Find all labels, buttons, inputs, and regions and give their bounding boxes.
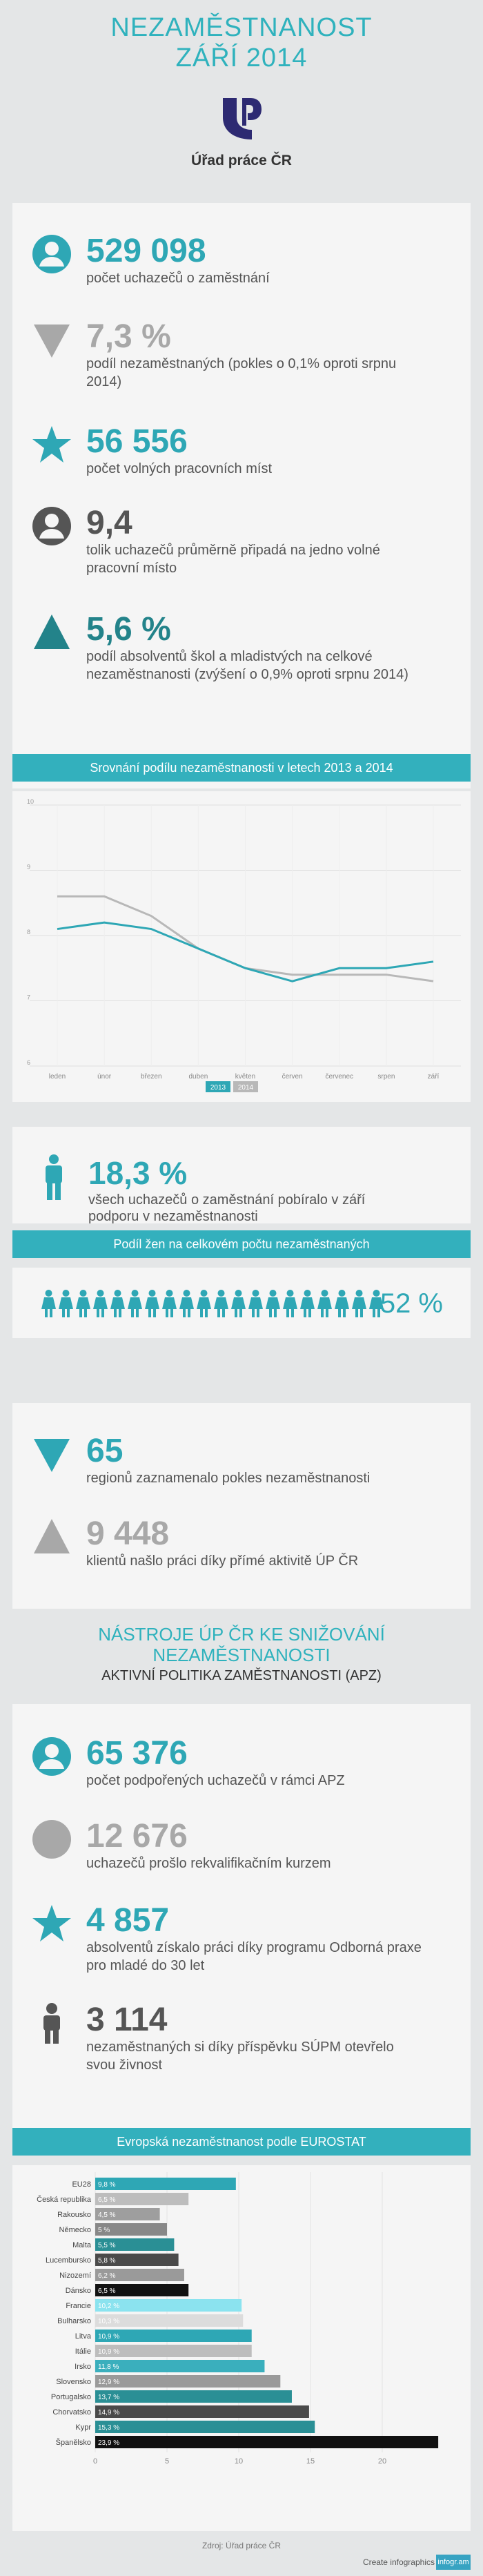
stat-value: 9 448 — [86, 1515, 170, 1552]
category-label: Německo — [59, 2226, 91, 2234]
category-label: Rakousko — [57, 2211, 91, 2219]
stat-text — [86, 505, 424, 577]
category-label: Česká republika — [37, 2196, 91, 2204]
bar-value-label: 5,5 % — [98, 2242, 116, 2249]
category-label: Litva — [75, 2332, 91, 2341]
bar-value-label: 5 % — [98, 2227, 110, 2234]
stat-icon-wrap — [31, 1819, 72, 1860]
category-label: Chorvatsko — [52, 2408, 91, 2417]
woman-figure-icon — [230, 1290, 247, 1317]
stat-value: 7,3 % — [86, 318, 171, 355]
category-label: Malta — [72, 2241, 91, 2249]
bar-value-label: 9,8 % — [98, 2181, 116, 2189]
person-icon — [31, 1736, 72, 1777]
legend-label: 2014 — [237, 1084, 254, 1092]
infogram-brand[interactable]: infogr.am — [436, 2555, 471, 2570]
category-label: Slovensko — [56, 2378, 91, 2386]
bar — [95, 2178, 236, 2190]
apz-title-line1: NÁSTROJE ÚP ČR KE SNIŽOVÁNÍ — [98, 1624, 385, 1645]
bar-value-label: 10,3 % — [98, 2318, 120, 2325]
x-tick-label: srpen — [377, 1073, 395, 1081]
bar-value-label: 4,5 % — [98, 2211, 116, 2219]
category-label: Itálie — [75, 2347, 91, 2356]
category-label: Španělsko — [55, 2439, 91, 2447]
triangle-up-icon — [31, 1516, 72, 1558]
bar — [95, 2405, 309, 2418]
stat-icon-wrap — [31, 319, 72, 360]
page-title-line2: ZÁŘÍ 2014 — [175, 43, 308, 72]
women-card — [12, 1268, 471, 1338]
stat-icon-wrap — [31, 233, 72, 275]
stat-label: počet volných pracovních míst — [86, 461, 273, 476]
x-tick-label: březen — [140, 1073, 162, 1081]
stat-value: 3 114 — [86, 2002, 168, 2038]
category-label: Nizozemí — [59, 2272, 91, 2280]
support-value: 18,3 % — [88, 1155, 188, 1191]
bar-chart-card — [12, 2165, 471, 2531]
triangle-down-icon — [31, 1433, 72, 1475]
stat-icon-wrap — [31, 505, 72, 547]
person-icon — [31, 233, 72, 275]
triangle-down-icon — [31, 319, 72, 360]
person-figure-icon — [40, 1154, 68, 1200]
bar-value-label: 10,9 % — [98, 2348, 120, 2356]
star-icon — [31, 424, 72, 465]
bar — [95, 2375, 280, 2388]
source-note: Zdroj: Úřad práce ČR — [201, 2541, 282, 2550]
category-label: Dánsko — [65, 2287, 91, 2295]
circle-icon — [31, 1819, 72, 1860]
x-tick-label: duben — [188, 1073, 208, 1081]
x-tick-label: květen — [235, 1073, 256, 1081]
stat-item — [31, 1433, 424, 1487]
category-label: Irsko — [75, 2363, 91, 2371]
woman-figure-icon — [126, 1290, 144, 1317]
stat-text — [86, 319, 424, 391]
legend-label: 2013 — [210, 1084, 226, 1092]
woman-figure-icon — [92, 1290, 109, 1317]
bar-value-label: 10,2 % — [98, 2303, 120, 2310]
women-value: 52 % — [379, 1288, 443, 1319]
stat-label: tolik uchazečů průměrně připadá na jedno volné pracovní místo — [86, 543, 380, 576]
x-tick-label: červen — [282, 1073, 303, 1081]
stat-value: 65 — [86, 1433, 124, 1469]
stat-icon-wrap — [31, 424, 72, 465]
x-tick-label: červenec — [325, 1073, 354, 1081]
stat-value: 56 556 — [86, 423, 188, 460]
category-label: Portugalsko — [50, 2393, 91, 2401]
y-tick-label: 9 — [27, 863, 31, 871]
line-chart-title: Srovnání podílu nezaměstnanosti v letech 2013 a 2014 — [12, 754, 471, 782]
stat-item — [31, 424, 424, 478]
stat-label: počet uchazečů o zaměstnání — [86, 271, 270, 286]
stat-item — [31, 1903, 424, 1975]
page-title-line1: NEZAMĚSTNANOST — [110, 13, 373, 42]
stat-icon-wrap — [31, 1903, 72, 1944]
woman-figure-icon — [195, 1290, 213, 1317]
apz-subtitle: AKTIVNÍ POLITIKA ZAMĚSTNANOSTI (APZ) — [101, 1668, 382, 1683]
stat-label: regionů zaznamenalo pokles nezaměstnanosti — [86, 1471, 371, 1486]
stat-icon-wrap — [31, 2002, 72, 2044]
bar-value-label: 6,2 % — [98, 2272, 116, 2280]
x-tick-label: leden — [48, 1073, 66, 1081]
bar-value-label: 6,5 % — [98, 2287, 116, 2295]
woman-figure-icon — [282, 1290, 299, 1317]
y-tick-label: 10 — [27, 798, 34, 805]
stat-value: 529 098 — [86, 233, 206, 269]
x-tick-label: 0 — [92, 2457, 98, 2466]
category-label: Bulharsko — [57, 2317, 91, 2325]
stat-label: počet podpořených uchazečů v rámci APZ — [86, 1773, 345, 1788]
line-chart-card — [12, 791, 471, 1102]
y-tick-label: 8 — [27, 929, 31, 936]
stat-icon-wrap — [31, 1516, 72, 1558]
stat-label: uchazečů prošlo rekvalifikačním kurzem — [86, 1856, 331, 1871]
category-label: EU28 — [72, 2180, 91, 2189]
stat-item — [31, 1516, 424, 1570]
stat-text — [86, 424, 424, 478]
triangle-up-icon — [31, 612, 72, 653]
stat-item — [31, 1819, 424, 1872]
bar-value-label: 15,3 % — [98, 2424, 120, 2432]
stat-label: klientů našlo práci díky přímé aktivitě ÚP ČR — [86, 1553, 359, 1569]
stat-label: podíl absolventů škol a mladistvých na celkové nezaměstnanosti (zvýšení o 0,9% oproti srpnu 2014) — [86, 649, 408, 682]
woman-figure-icon — [247, 1290, 264, 1317]
bar — [95, 2360, 264, 2372]
bar-chart-title: Evropská nezaměstnanost podle EUROSTAT — [12, 2128, 471, 2156]
stat-item — [31, 612, 424, 684]
stat-item — [31, 233, 424, 287]
apz-title-line2: NEZAMĚSTNANOSTI — [152, 1645, 331, 1665]
urad-prace-logo — [217, 94, 266, 144]
stat-value: 65 376 — [86, 1735, 188, 1772]
woman-figure-icon — [316, 1290, 333, 1317]
stat-text — [86, 1516, 424, 1570]
y-tick-label: 7 — [27, 994, 31, 1001]
stats-card-main — [12, 203, 471, 788]
stat-text — [86, 1819, 424, 1872]
woman-figure-icon — [40, 1290, 57, 1317]
woman-figure-icon — [144, 1290, 161, 1317]
x-tick-label: 5 — [164, 2457, 170, 2466]
woman-figure-icon — [109, 1290, 126, 1317]
bar — [95, 2421, 315, 2433]
bar-value-label: 13,7 % — [98, 2394, 120, 2401]
woman-figure-icon — [299, 1290, 316, 1317]
woman-figure-icon — [351, 1290, 368, 1317]
line-chart — [12, 791, 471, 1102]
stat-item — [31, 319, 424, 391]
category-label: Kypr — [75, 2423, 91, 2432]
bar-value-label: 6,5 % — [98, 2196, 116, 2204]
women-figures — [40, 1290, 385, 1317]
person-icon — [31, 505, 72, 547]
stat-value: 4 857 — [86, 1902, 170, 1939]
stat-text — [86, 1903, 424, 1975]
category-label: Francie — [66, 2302, 91, 2310]
category-label: Lucembursko — [45, 2256, 91, 2265]
stat-text — [86, 1736, 424, 1790]
star-icon — [31, 1903, 72, 1944]
bar — [95, 2390, 292, 2403]
x-tick-label: 15 — [306, 2457, 315, 2466]
stat-item — [31, 2002, 424, 2074]
stat-icon-wrap — [31, 1433, 72, 1475]
woman-figure-icon — [264, 1290, 282, 1317]
stat-text — [86, 2002, 424, 2074]
stat-value: 9,4 — [86, 505, 132, 541]
stat-icon-wrap — [31, 1736, 72, 1777]
woman-figure-icon — [178, 1290, 195, 1317]
stat-label: absolventů získalo práci díky programu Odborná praxe pro mladé do 30 let — [86, 1940, 422, 1973]
apz-heading — [12, 1624, 471, 1684]
stat-item — [31, 1736, 424, 1790]
create-infographics-link[interactable]: Create infographics — [362, 2557, 435, 2567]
x-tick-label: 20 — [377, 2457, 387, 2466]
y-tick-label: 6 — [27, 1059, 31, 1066]
support-card — [12, 1127, 471, 1223]
bar-value-label: 5,8 % — [98, 2257, 116, 2265]
stat-value: 12 676 — [86, 1818, 188, 1854]
bar-value-label: 10,9 % — [98, 2333, 120, 2341]
woman-figure-icon — [75, 1290, 92, 1317]
stat-item — [31, 505, 424, 577]
stat-label: podíl nezaměstnaných (pokles o 0,1% oproti srpnu 2014) — [86, 356, 397, 389]
stat-icon-wrap — [31, 612, 72, 653]
woman-figure-icon — [57, 1290, 75, 1317]
bar-value-label: 12,9 % — [98, 2379, 120, 2386]
bar — [95, 2436, 438, 2448]
x-tick-label: únor — [97, 1073, 112, 1081]
woman-figure-icon — [213, 1290, 230, 1317]
bar-value-label: 14,9 % — [98, 2409, 120, 2417]
bar-value-label: 11,8 % — [98, 2363, 119, 2371]
stat-value: 5,6 % — [86, 611, 171, 648]
bar-value-label: 23,9 % — [98, 2439, 120, 2447]
support-label: všech uchazečů o zaměstnání pobíralo v září podporu v nezaměstnanosti — [88, 1192, 366, 1224]
stat-label: nezaměstnaných si díky příspěvku SÚPM otevřelo svou živnost — [86, 2040, 394, 2073]
x-tick-label: 10 — [234, 2457, 244, 2466]
woman-figure-icon — [333, 1290, 351, 1317]
stat-text — [86, 1433, 424, 1487]
x-tick-label: září — [427, 1073, 440, 1081]
women-title: Podíl žen na celkovém počtu nezaměstnaných — [12, 1230, 471, 1258]
woman-figure-icon — [161, 1290, 178, 1317]
stat-text — [86, 233, 424, 287]
bar-chart — [12, 2165, 471, 2531]
person-figure-icon — [31, 2002, 72, 2044]
stat-text — [86, 612, 424, 684]
logo-caption: Úřad práce ČR — [191, 153, 292, 168]
header — [0, 0, 483, 169]
